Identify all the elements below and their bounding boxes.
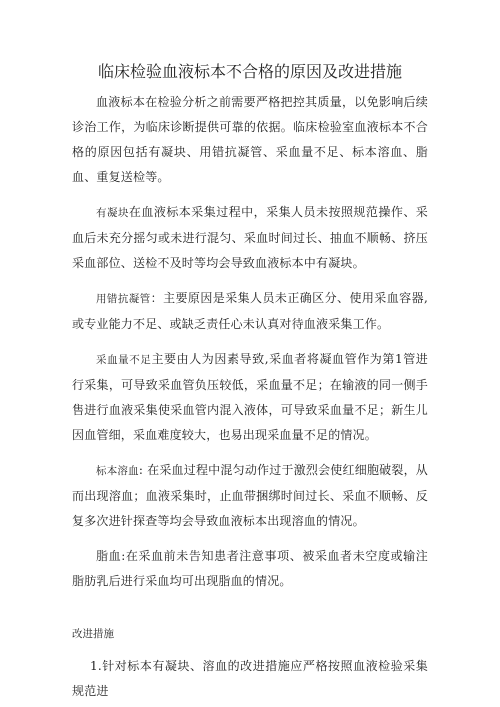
document-title: 临床检验血液标本不合格的原因及改进措施 [97,62,402,81]
section-hemolysis [72,458,428,534]
intro-paragraph: 血液标本在检验分析之前需要严格把控其质量，以免影响后续诊治工作，为临床诊断提供可靠的依据。临床检验室血液标本不合格的原因包括有凝块、用错抗凝管、采血量不足、标本溶血、脂血、重复送检等。 [72,95,428,184]
improvement-step-1: 1.针对标本有凝块、溶血的改进措施应严格按照血液检验采集规范进 [72,659,428,698]
section-text: 脂血:在采血前未告知患者注意事项、被采血者未空度或输注脂肪乳后进行采血均可出现脂血的情况。 [72,549,428,588]
section-text: ：主要原因是采集人员未正确区分、使用采血容器,或专业能力不足、或缺乏责任心未认真对待血液采集工作。 [72,291,429,331]
section-lead: 用错抗凝管 [96,293,151,305]
section-insufficient-volume [72,347,428,448]
section-text: 在血液标本采集过程中，采集人员未按照规范操作、采血后未充分摇匀或未进行混匀、采血时间过长、抽血不顺畅、挤压采血部位、送检不及时等均会导致血液标本中有凝块。 [72,205,428,270]
section-text: 主要由人为因素导致,采血者将凝血管作为第1管进行采集，可导致采血管负压较低，采血量不足；在输液的同一侧手售进行血液采集使采血管内混入液体，可导致采血量不足；新生儿因血管细，采血难度较大，也易出现采血量不足的情况。 [72,352,428,442]
section-lead: 有凝块 [96,207,129,219]
improvement-heading: 改进措施 [72,628,114,640]
section-text: : 在采血过程中混匀动作过于激烈会使红细胞破裂，从而出现溶血；血液采集时，止血带捆绑时间过长、采血不顺畅、反复多次进针探查等均会导致血液标本出现溶血的情况。 [72,463,428,528]
section-clots [72,200,428,276]
section-lead: 标本溶血 [96,465,139,477]
section-lipemia [72,544,428,594]
section-lead: 采血量不足 [96,354,152,366]
section-wrong-tube [72,286,428,337]
